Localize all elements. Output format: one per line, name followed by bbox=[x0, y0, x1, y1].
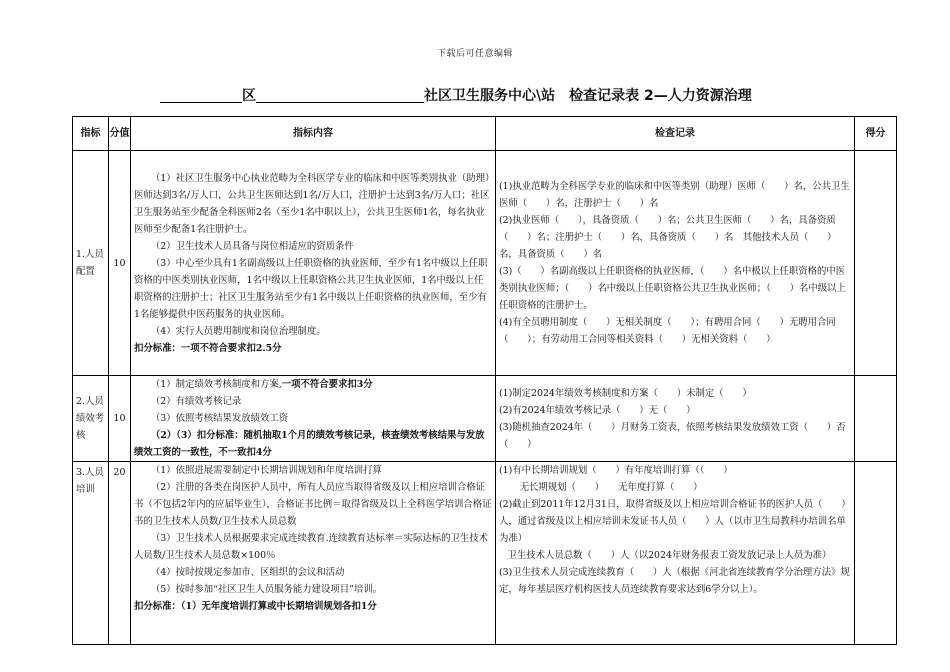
score-input-cell[interactable] bbox=[855, 376, 897, 462]
record-item: (1)执业范畴为全科医学专业的临床和中医等类别（助理）医师（ ）名，公共卫生医师（ ）名，注册护士（ ）名 bbox=[499, 181, 850, 209]
record-item: 无长期规划（ ） 无年度打算（ ） bbox=[519, 482, 703, 493]
content-item: （2）注册的各类在岗医护人员中，所有人员应当取得省级及以上相应培训合格证书（不包括2年内的应届毕业生），合格证书比例＝取得省级及以上全科医学培训合格证书的卫生技术人员数/卫生技术人员总数 bbox=[134, 482, 492, 527]
indicator-cell: 3.人员培训 bbox=[73, 462, 109, 645]
table-row bbox=[73, 376, 897, 462]
record-item: (4)有全员聘用制度（ ）无相关制度（ ）；有聘用合同（ ）无聘用合同（ ）；有劳动用工合同等相关资料（ ）无相关资料（ ） bbox=[499, 317, 836, 345]
content-item: （2）有绩效考核记录 bbox=[150, 396, 242, 407]
record-item: (1)有中长期培训规划（ ）有年度培训打算（（ ） bbox=[499, 465, 733, 476]
indicator-cell: 1.人员配置 bbox=[73, 151, 109, 376]
content-item: （5）按时参加“社区卫生人员服务能力建设项目”培训。 bbox=[150, 584, 383, 595]
header-note: 下载后可任意编辑 bbox=[436, 49, 513, 59]
record-item: (2)执业医师（ ），具备资质（ ）名；公共卫生医师（ ）名，具备资质（ ）名；注册护士（ ）名，具备资质（ ）名 其他技术人员（ ）名，具备资质（ ）名 bbox=[499, 215, 837, 260]
score-cell: 20 bbox=[109, 462, 131, 645]
title-text: 社区卫生服务中心\站 检查记录表 2—人力资源治理 bbox=[424, 88, 752, 104]
record-cell bbox=[496, 376, 855, 462]
inspection-table bbox=[72, 116, 897, 645]
content-item: （2）卫生技术人员具备与岗位相适应的资质条件 bbox=[150, 240, 354, 252]
score-cell: 10 bbox=[109, 376, 131, 462]
record-item: (2)有2024年绩效考核记录（ ）无（ ） bbox=[499, 404, 696, 416]
record-item: (3)（ ）名副高级以上任职资格的执业医师，（ ）名中极以上任职资格的中医类别执业医师；（ ）名中级以上任职资格公共卫生执业医师；（ ）名中级以上任职资格的注册护士。 bbox=[499, 266, 846, 311]
content-item: （4）实行人员聘用制度和岗位治理制度。 bbox=[150, 325, 326, 337]
content-cell bbox=[131, 151, 496, 376]
content-item: （3）依照考核结果发放绩效工资 bbox=[150, 413, 289, 424]
content-item: （4）按时按规定参加市、区组织的会议和活动 bbox=[150, 567, 345, 578]
record-cell bbox=[496, 462, 855, 645]
header-record: 检查记录 bbox=[496, 117, 855, 151]
header-score: 分值 bbox=[109, 117, 131, 151]
content-item: （3）卫生技术人员根据要求完成连续教育.连续教育达标率＝实际达标的卫生技术人员数/卫生技术人员总数×100％ bbox=[134, 533, 488, 561]
score-input-cell[interactable] bbox=[855, 462, 897, 645]
content-item: （1）依照进展需要制定中长期培训规划和年度培训打算 bbox=[150, 465, 382, 476]
content-item-text: （1）制定绩效考核制度和方案, bbox=[150, 379, 282, 390]
record-item: 卫生技术人员总数（ ）人（以2024年财务报表工资发放记录上人员为准） bbox=[507, 550, 832, 561]
content-item-deduction: 一项不符合要求扣3分 bbox=[281, 379, 373, 390]
header-row bbox=[73, 117, 897, 151]
content-item bbox=[134, 376, 492, 393]
indicator-cell: 2.人员绩效考核 bbox=[73, 376, 109, 462]
record-item: (1)制定2024年绩效考核制度和方案（ ）未制定（ ） bbox=[499, 387, 752, 399]
content-item: （1）社区卫生服务中心执业范畴为全科医学专业的临床和中医等类别执业（助理）医师达到3名/万人口，公共卫生医师达到1名/万人口，注册护士达到3名/万人口；社区卫生服务站至少配备全科医师2名（至少1名中职以上），公共卫生医师1名，每名执业医师至少配备1名注册护士。 bbox=[134, 172, 490, 235]
deduction-standard: 扣分标准：一项不符合要求扣2.5分 bbox=[134, 342, 282, 354]
deduction-standard: 扣分标准：（1）无年度培训打算或中长期培训规划各扣1分 bbox=[134, 601, 377, 612]
header-indicator: 指标 bbox=[73, 117, 109, 151]
content-item: （3）中心至少具有1名副高级以上任职资格的执业医师，至少有1名中级以上任职资格的中医类别执业医师，1名中级以上任职资格公共卫生执业医师，1名中级以上任职资格的注册护士；社区卫生服务站至少有1名中级以上任职资格的执业医师，至少有1名能够提供中医药服务的执业医师。 bbox=[134, 257, 488, 320]
score-input-cell[interactable] bbox=[855, 151, 897, 376]
table-row bbox=[73, 151, 897, 376]
page-title bbox=[160, 86, 880, 106]
header-mark: 得分 bbox=[855, 117, 897, 151]
content-cell bbox=[131, 462, 496, 645]
content-cell bbox=[131, 376, 496, 462]
deduction-standard: （2）（3）扣分标准：随机抽取1个月的绩效考核记录，核查绩效考核结果与发放绩效工资的一致性，不一致扣4分 bbox=[134, 430, 485, 458]
score-cell: 10 bbox=[109, 151, 131, 376]
header-content: 指标内容 bbox=[131, 117, 496, 151]
record-cell bbox=[496, 151, 855, 376]
center-name-blank bbox=[256, 86, 424, 103]
record-item: (2)截止到2011年12月31日，取得省级及以上相应培训合格证书的医护人员（ ）人，通过省级及以上相应培训未发证书人员（ ）人（以市卫生局教科办培训名单为准） bbox=[499, 499, 851, 544]
record-item: (3)卫生技术人员完成连续教育（ ）人（根据《河北省连续教育学分治理方法》规定，每年基层医疗机构医技人员连续教育要求达到6学分以上）。 bbox=[499, 567, 850, 595]
district-suffix: 区 bbox=[242, 88, 256, 104]
record-item: (3)随机抽查2024年（ ）月财务工资表，依照考核结果发放绩效工资（ ）否（ ） bbox=[499, 421, 846, 450]
table-row bbox=[73, 462, 897, 645]
district-blank bbox=[160, 86, 242, 103]
